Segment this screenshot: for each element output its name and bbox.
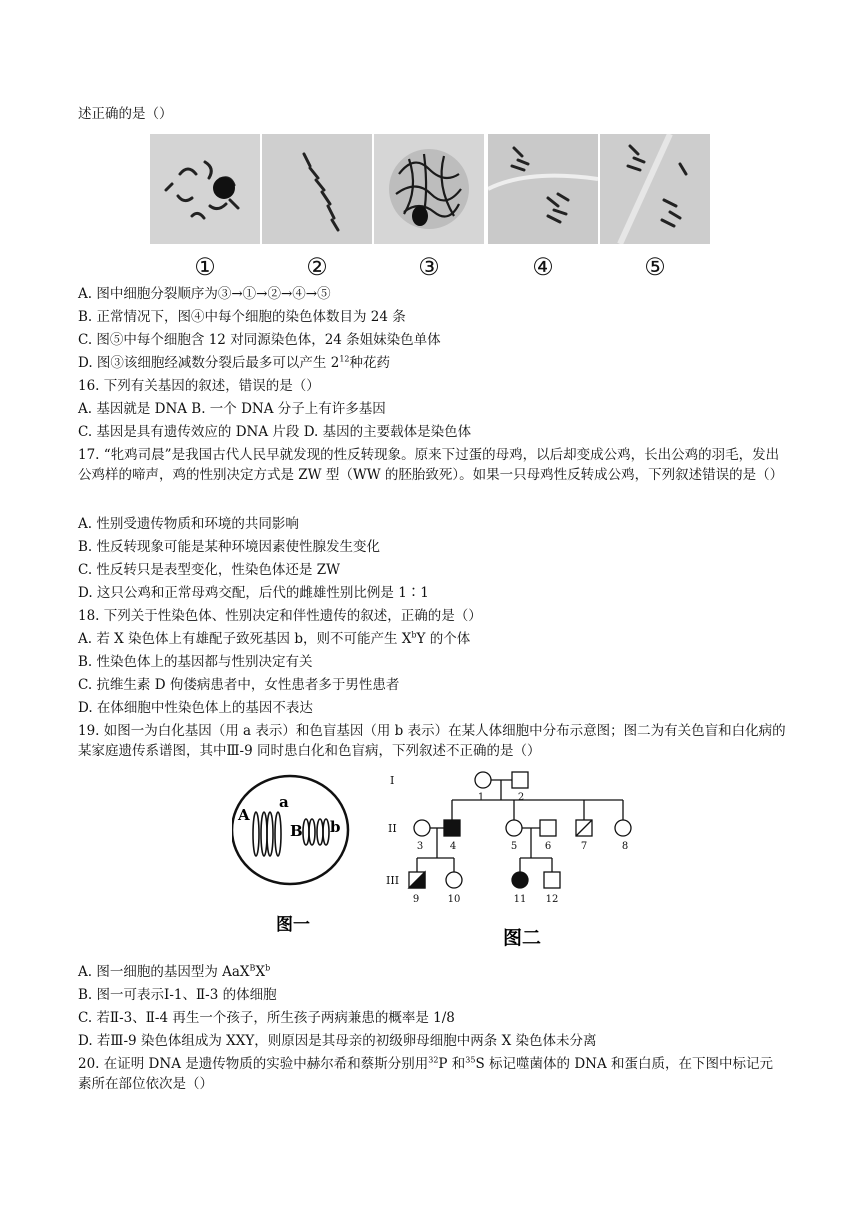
q15-option-d: D. 图③该细胞经减数分裂后最多可以产生 $2^{12}$种花药 bbox=[78, 354, 390, 371]
individual-6-male bbox=[540, 820, 556, 836]
figure-2-caption: 图二 bbox=[503, 927, 542, 949]
q19-option-c: C. 若Ⅱ-3、Ⅱ-4 再生一个孩子，所生孩子两病兼患的概率是 1/8 bbox=[78, 1010, 455, 1026]
question-15-stem-tail: 述正确的是（） bbox=[78, 106, 173, 122]
individual-number-2: 2 bbox=[517, 792, 525, 803]
q18-option-a: A. 若 X 染色体上有雄配子致死基因 b，则不可能产生 $X^bY$ 的个体 bbox=[78, 630, 471, 647]
q16-stem: 16. 下列有关基因的叙述，错误的是（） bbox=[78, 378, 320, 394]
micrograph-label-2: ② bbox=[306, 253, 328, 281]
micrograph-label-3: ③ bbox=[418, 253, 440, 281]
q17-option-b: B. 性反转现象可能是某种环境因素使性腺发生变化 bbox=[78, 539, 381, 555]
figure-1-diagram bbox=[232, 774, 354, 940]
q16-options-cd: C. 基因是具有遗传效应的 DNA 片段 D. 基因的主要载体是染色体 bbox=[78, 424, 472, 440]
figure-1-caption: 图一 bbox=[276, 915, 310, 935]
micrograph-label-5: ⑤ bbox=[644, 253, 666, 281]
individual-number-3: 3 bbox=[416, 841, 424, 852]
individual-number-4: 4 bbox=[449, 841, 457, 852]
individual-number-1: 1 bbox=[477, 792, 485, 803]
q18-stem: 18. 下列关于性染色体、性别决定和伴性遗传的叙述，正确的是（） bbox=[78, 608, 482, 624]
individual-11-affected-female bbox=[512, 872, 528, 888]
q15-option-b: B. 正常情况下，图④中每个细胞的染色体数目为 24 条 bbox=[78, 309, 406, 325]
individual-8-female bbox=[615, 820, 631, 836]
q17-option-c: C. 性反转只是表型变化，性染色体还是 ZW bbox=[78, 562, 340, 578]
cell-division-micrographs bbox=[150, 134, 710, 281]
q20-stem: 20. 在证明 DNA 是遗传物质的实验中赫尔希和蔡斯分别用$^{32}$P 和$^{35}$S 标记噬菌体的 DNA 和蛋白质，在下图中标记元素所在部位依次是（） bbox=[78, 1055, 773, 1092]
individual-4-affected-male bbox=[444, 820, 460, 836]
q18-option-c: C. 抗维生素 D 佝偻病患者中，女性患者多于男性患者 bbox=[78, 677, 400, 693]
micrograph-label-1: ① bbox=[194, 253, 216, 281]
gene-label-b: b bbox=[330, 818, 341, 836]
individual-number-6: 6 bbox=[544, 841, 552, 852]
q17-option-a: A. 性别受遗传物质和环境的共同影响 bbox=[78, 516, 299, 532]
micrograph-5 bbox=[600, 134, 710, 244]
q19-option-b: B. 图一可表示Ⅰ-1、Ⅱ-3 的体细胞 bbox=[78, 987, 277, 1003]
q17-stem: 17. “牝鸡司晨”是我国古代人民早就发现的性反转现象。原来下过蛋的母鸡，以后却变成公鸡，长出公鸡的羽毛，发出公鸡样的啼声，鸡的性别决定方式是 ZW 型（WW 的胚胎致死）。如果一只母鸡性反转成公鸡，下列叙述错误的是（） bbox=[78, 447, 784, 483]
q16-options-ab: A. 基因就是 DNA B. 一个 DNA 分子上有许多基因 bbox=[78, 401, 386, 417]
micrograph-1 bbox=[150, 134, 260, 244]
individual-2-male bbox=[512, 772, 528, 788]
individual-number-5: 5 bbox=[510, 841, 518, 852]
individual-1-female bbox=[475, 772, 491, 788]
individual-number-8: 8 bbox=[621, 841, 629, 852]
q18-option-d: D. 在体细胞中性染色体上的基因不表达 bbox=[78, 700, 313, 716]
individual-number-7: 7 bbox=[580, 841, 588, 852]
individual-12-male bbox=[544, 872, 560, 888]
q18-option-b: B. 性染色体上的基因都与性别决定有关 bbox=[78, 654, 313, 670]
individual-number-10: 10 bbox=[447, 894, 461, 905]
q19-option-d: D. 若Ⅲ-9 染色体组成为 XXY，则原因是其母亲的初级卵母细胞中两条 X 染色体未分离 bbox=[78, 1033, 597, 1049]
individual-number-11: 11 bbox=[513, 894, 527, 905]
generation-label-1: I bbox=[390, 774, 395, 787]
individual-number-12: 12 bbox=[545, 894, 559, 905]
q19-option-a: A. 图一细胞的基因型为 $AaX^BX^b$ bbox=[78, 963, 271, 980]
micrograph-4 bbox=[488, 134, 598, 244]
generation-label-2: II bbox=[388, 822, 397, 835]
q15-option-a: A. 图中细胞分裂顺序为③→①→②→④→⑤ bbox=[78, 286, 331, 302]
micrograph-label-4: ④ bbox=[532, 253, 554, 281]
q19-stem: 19. 如图一为白化基因（用 a 表示）和色盲基因（用 b 表示）在某人体细胞中分布示意图；图二为有关色盲和白化病的某家庭遗传系谱图，其中Ⅲ-9 同时患白化和色盲病，下列叙述不正确的是（） bbox=[78, 723, 786, 759]
generation-label-3: III bbox=[386, 874, 400, 887]
q17-option-d: D. 这只公鸡和正常母鸡交配，后代的雌雄性别比例是 1∶1 bbox=[78, 585, 429, 601]
individual-5-female bbox=[506, 820, 522, 836]
figure-2-pedigree bbox=[380, 762, 652, 958]
micrograph-2 bbox=[262, 134, 372, 244]
individual-number-9: 9 bbox=[412, 894, 420, 905]
gene-label-B: B bbox=[290, 822, 303, 840]
individual-3-female bbox=[414, 820, 430, 836]
q15-option-c: C. 图⑤中每个细胞含 12 对同源染色体，24 条姐妹染色单体 bbox=[78, 332, 441, 348]
micrograph-3 bbox=[374, 134, 484, 244]
individual-10-female bbox=[446, 872, 462, 888]
gene-label-a: a bbox=[279, 793, 289, 811]
gene-label-A: A bbox=[238, 806, 250, 824]
